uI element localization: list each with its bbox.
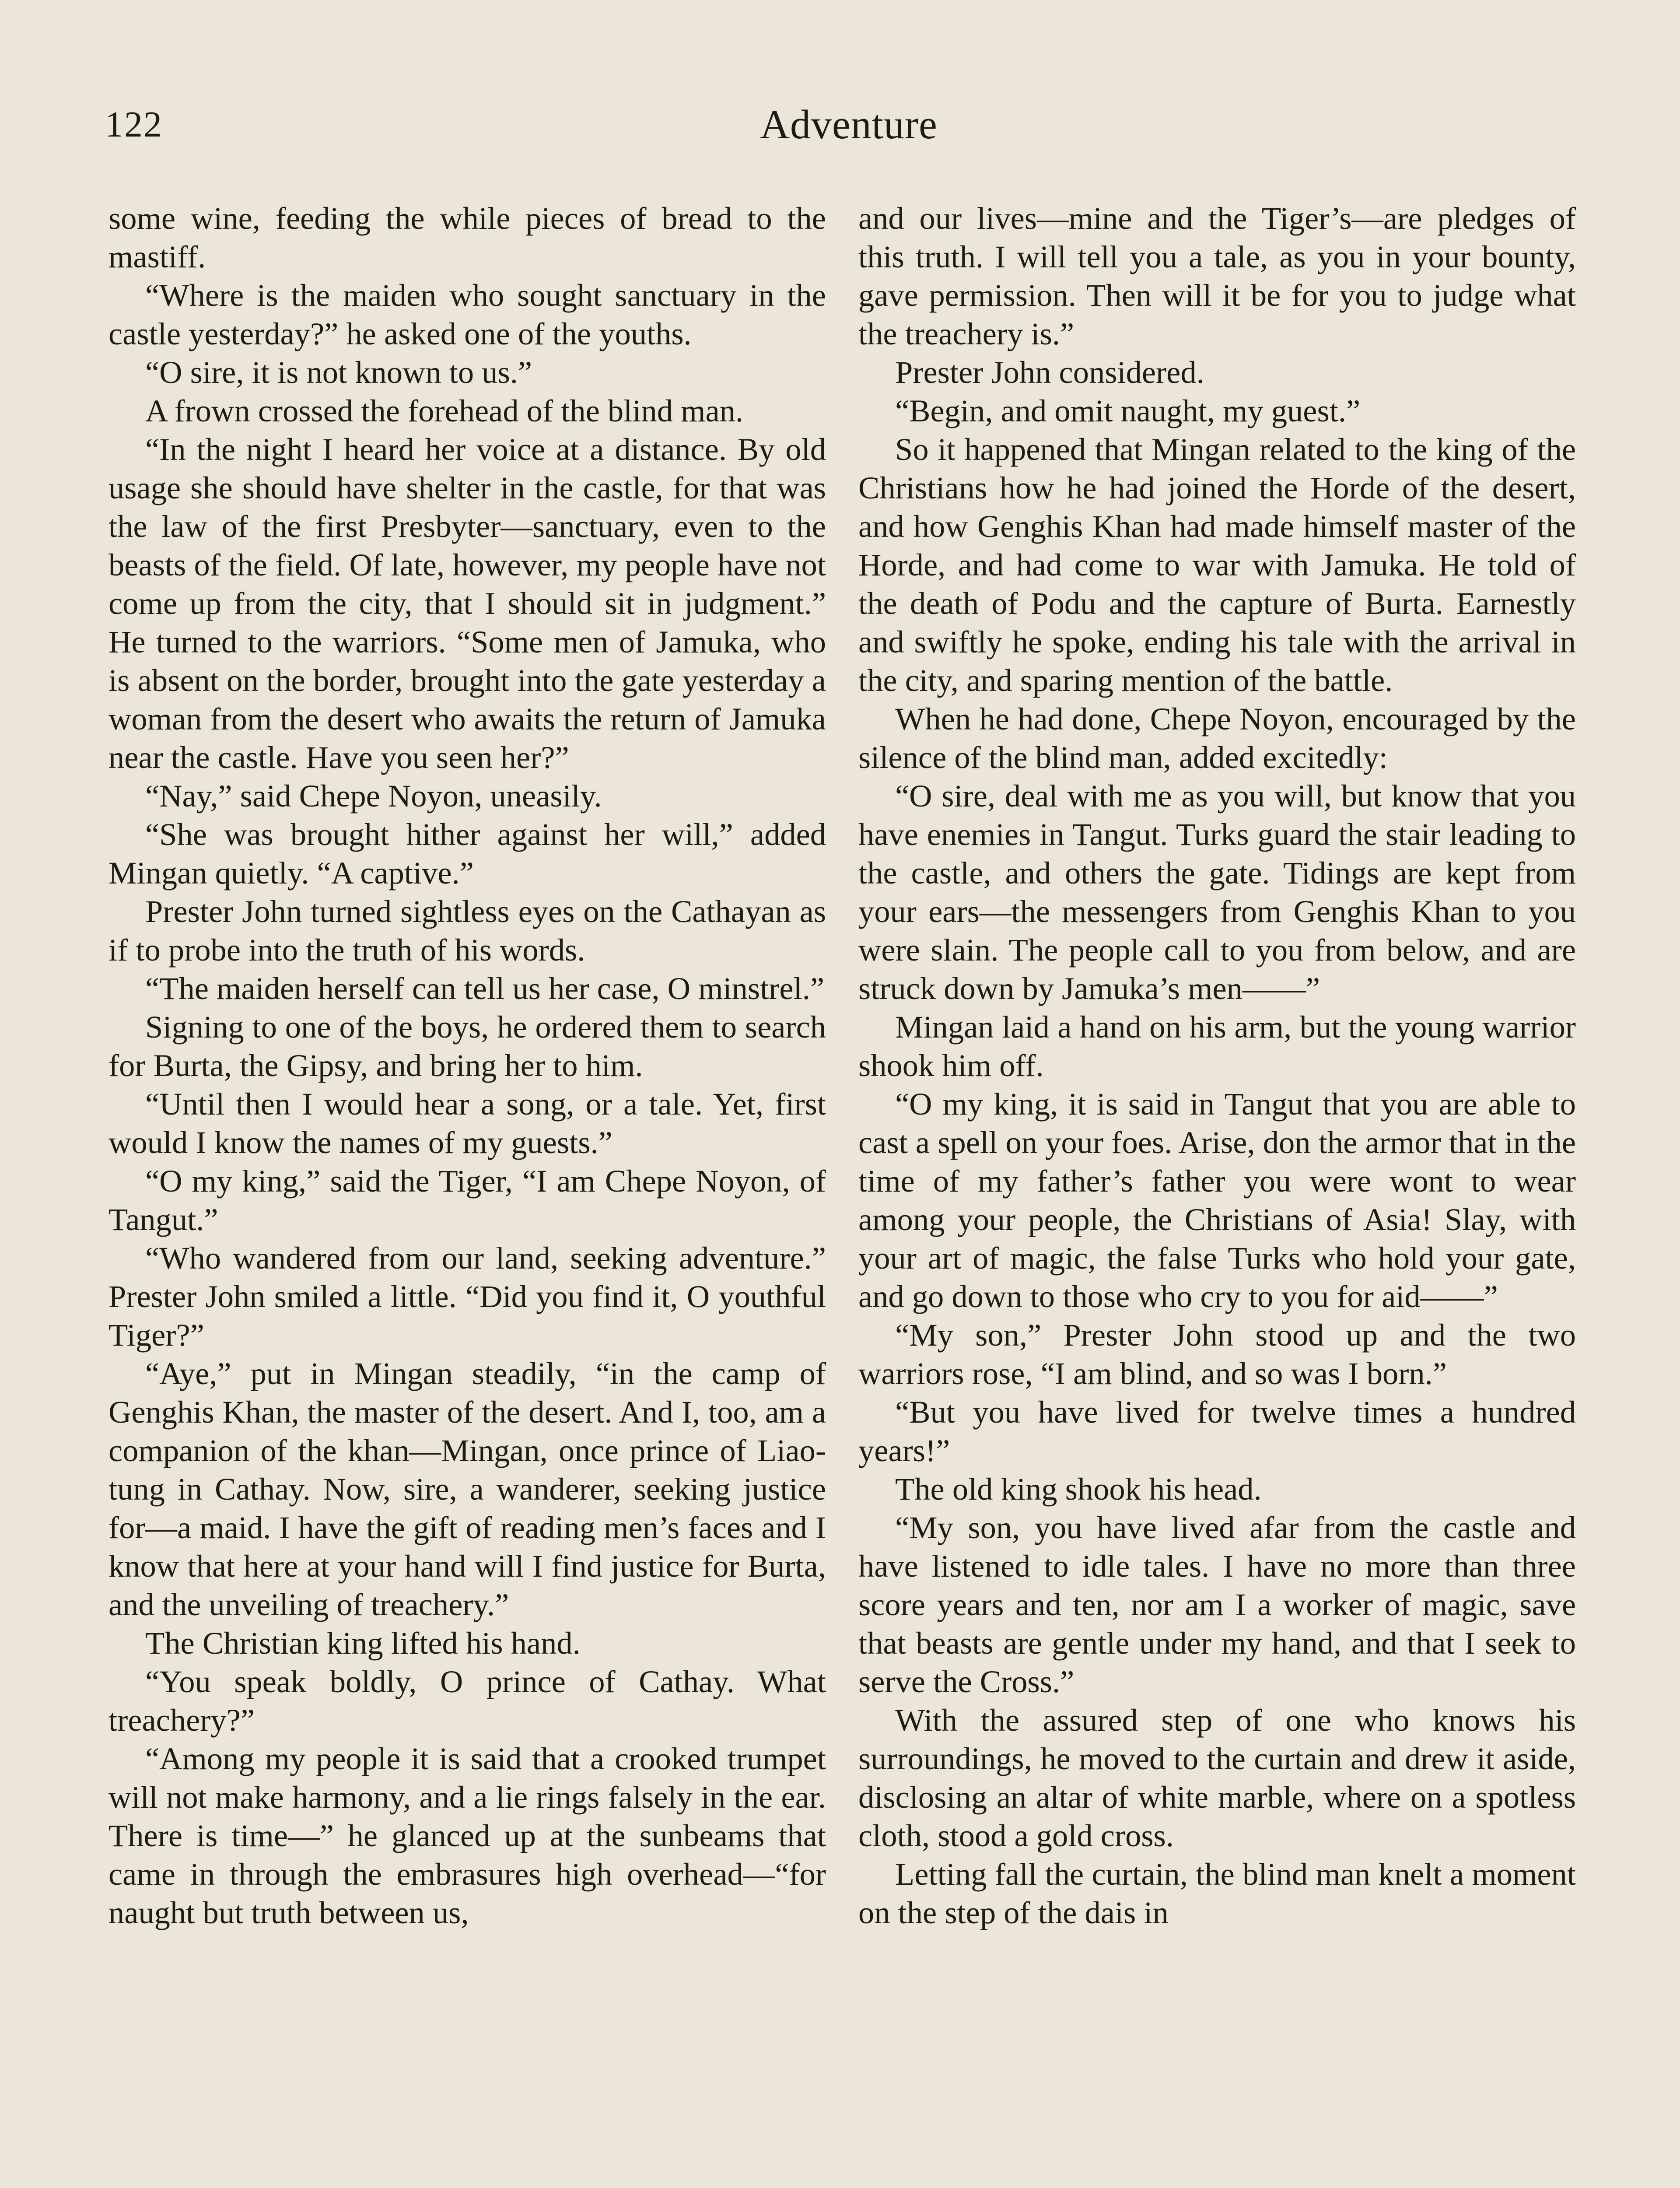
paragraph: “Who wandered from our land, seeking adventure.” Prester John smiled a little. “Did you find it, O youthful Tiger?” [108,1240,826,1353]
paragraph: “The maiden herself can tell us her case, O minstrel.” [145,971,825,1006]
paragraph: “She was brought hither against her will,” added Mingan quietly. “A captive.” [108,817,826,891]
paragraph: So it happened that Mingan related to the king of the Christians how he had joined the Horde of the desert, and how Genghis Khan had made himself master of the Horde, and had come to war with Jamuka. He told of the death of Podu and the capture of Burta. Earnestly and swiftly he spoke, ending his tale with the arrival in the city, and sparing mention of the battle. [858,431,1576,698]
paragraph: Prester John considered. [895,354,1204,390]
paragraph: The old king shook his head. [895,1471,1262,1507]
paragraph: “Nay,” said Chepe Noyon, uneasily. [145,778,602,813]
running-title: Adventure [760,102,938,147]
left-column [108,199,826,1932]
paragraph: “Where is the maiden who sought sanctuary in the castle yesterday?” he asked one of the youths. [108,277,826,351]
paragraph: “Among my people it is said that a crooked trumpet will not make harmony, and a lie rings falsely in the ear. There is time—” he glanced up at the sunbeams that came in through the embrasures high overhead—“for naught but truth between us, [108,1741,826,1930]
paragraph: “You speak boldly, O prince of Cathay. What treachery?” [108,1664,826,1738]
paragraph: “In the night I heard her voice at a distance. By old usage she should have shelter in the castle, for that was the law of the first Presbyter—sanctuary, even to the beasts of the field. Of late, however, my people have not come up from the city, that I should sit in judgment.” He turned to the warriors. “Some men of Jamuka, who is absent on the border, brought into the gate yesterday a woman from the desert who awaits the return of Jamuka near the castle. Have you seen her?” [108,431,826,775]
paragraph: “O my king,” said the Tiger, “I am Chepe Noyon, of Tangut.” [108,1163,826,1237]
paragraph: “Aye,” put in Mingan steadily, “in the camp of Genghis Khan, the master of the desert. And I, too, am a companion of the khan—Mingan, once prince of Liao-tung in Cathay. Now, sire, a wanderer, seeking justice for—a maid. I have the gift of reading men’s faces and I know that here at your hand will I find justice for Burta, and the unveiling of treachery.” [108,1356,826,1622]
paragraph: Mingan laid a hand on his arm, but the young warrior shook him off. [858,1009,1576,1083]
paragraph: “O my king, it is said in Tangut that you are able to cast a spell on your foes. Arise, don the armor that in the time of my father’s father you were wont to wear among your people, the Christians of Asia! Slay, with your art of magic, the false Turks who hold your gate, and go down to those who cry to you for aid——” [858,1086,1576,1314]
page-number: 122 [105,104,163,145]
page-header [105,94,1592,155]
paragraph: and our lives—mine and the Tiger’s—are pledges of this truth. I will tell you a tale, as you in your bounty, gave permission. Then will it be for you to judge what the treachery is.” [858,200,1576,351]
paragraph: “O sire, it is not known to us.” [145,354,532,390]
paragraph: Letting fall the curtain, the blind man knelt a moment on the step of the dais in [858,1856,1576,1930]
paragraph: “But you have lived for twelve times a hundred years!” [858,1394,1576,1468]
right-column [858,199,1576,1932]
paragraph: some wine, feeding the while pieces of bread to the mastiff. [108,200,826,274]
paragraph: “Begin, and omit naught, my guest.” [895,393,1361,428]
paragraph: “My son,” Prester John stood up and the two warriors rose, “I am blind, and so was I born.” [858,1317,1576,1391]
paragraph: “O sire, deal with me as you will, but know that you have enemies in Tangut. Turks guard the stair leading to the castle, and others the gate. Tidings are kept from your ears—the messengers from Genghis Khan to you were slain. The people call to you from below, and are struck down by Jamuka’s men——” [858,778,1576,1006]
paragraph: Signing to one of the boys, he ordered them to search for Burta, the Gipsy, and bring her to him. [108,1009,826,1083]
paragraph: “My son, you have lived afar from the castle and have listened to idle tales. I have no more than three score years and ten, nor am I a worker of magic, save that beasts are gentle under my hand, and that I seek to serve the Cross.” [858,1510,1576,1699]
paragraph: When he had done, Chepe Noyon, encouraged by the silence of the blind man, added excitedly: [858,701,1576,775]
paragraph: “Until then I would hear a song, or a tale. Yet, first would I know the names of my guests.” [108,1086,826,1160]
paragraph: The Christian king lifted his hand. [145,1625,581,1661]
paragraph: With the assured step of one who knows his surroundings, he moved to the curtain and drew it aside, disclosing an altar of white marble, where on a spotless cloth, stood a gold cross. [858,1702,1576,1853]
paragraph: A frown crossed the forehead of the blind man. [145,393,744,428]
paragraph: Prester John turned sightless eyes on the Cathayan as if to probe into the truth of his words. [108,894,826,968]
